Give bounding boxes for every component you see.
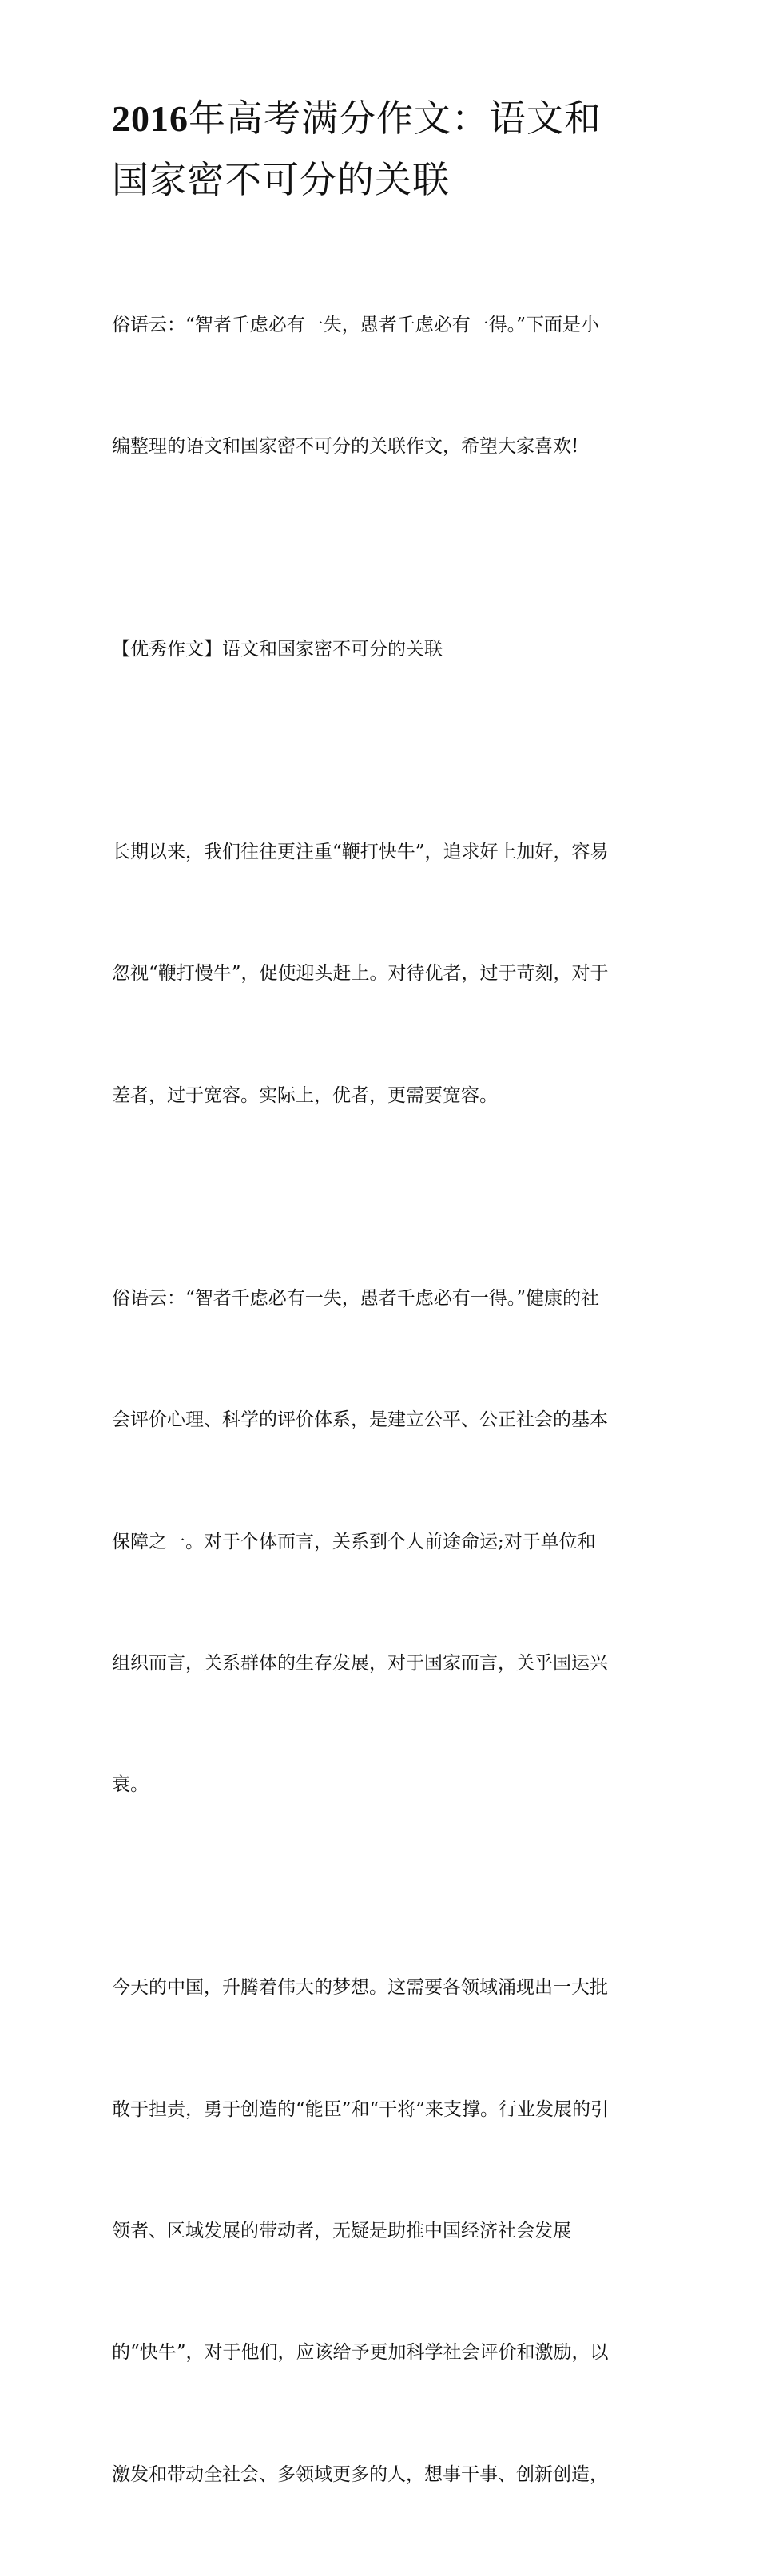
document-body [112,88,663,2576]
text-line: 衰。 [112,1774,149,1796]
text-line: 俗语云：“智者千虑必有一失，愚者千虑必有一得。”下面是小 [112,314,600,335]
text-line: 领者、区域发展的带动者，无疑是助推中国经济社会发展 [112,2221,571,2242]
text-line: 编整理的语文和国家密不可分的关联作文，希望大家喜欢! [112,435,579,457]
text-line: 忽视“鞭打慢牛”，促使迎头赶上。对待优者，过于苛刻，对于 [112,963,609,985]
title-line-1 [112,88,663,149]
title-line-2: 国家密不可分的关联 [112,158,450,201]
text-line: 会评价心理、科学的评价体系，是建立公平、公正社会的基本 [112,1409,608,1431]
title-line-1-text: 年高考满分作文：语文和 [189,97,602,140]
text-line: 长期以来，我们往往更注重“鞭打快牛”，追求好上加好，容易 [112,841,609,862]
text-line: 的“快牛”，对于他们，应该给予更加科学社会评价和激励，以 [112,2342,609,2364]
paragraph-1 [112,751,663,1197]
paragraph-section-heading [112,548,663,751]
text-line: 今天的中国，升腾着伟大的梦想。这需要各领域涌现出一大批 [112,1977,608,1999]
paragraph-2 [112,1197,663,1887]
text-line: 敢于担责，勇于创造的“能臣”和“干将”来支撑。行业发展的引 [112,2098,610,2120]
paragraph-3 [112,1887,663,2576]
document-title [112,88,663,210]
text-line: 差者，过于宽容。实际上，优者，更需要宽容。 [112,1084,498,1106]
text-line: 保障之一。对于个体而言，关系到个人前途命运;对于单位和 [112,1531,596,1552]
text-line: 激发和带动全社会、多领域更多的人，想事干事、创新创造， [112,2463,608,2485]
text-line: 俗语云：“智者千虑必有一失，愚者千虑必有一得。”健康的社 [112,1287,600,1309]
title-year: 2016 [112,98,189,139]
paragraph-intro [112,224,663,548]
text-line: 组织而言，关系群体的生存发展，对于国家而言，关乎国运兴 [112,1652,608,1674]
section-heading: 【优秀作文】语文和国家密不可分的关联 [112,638,443,660]
